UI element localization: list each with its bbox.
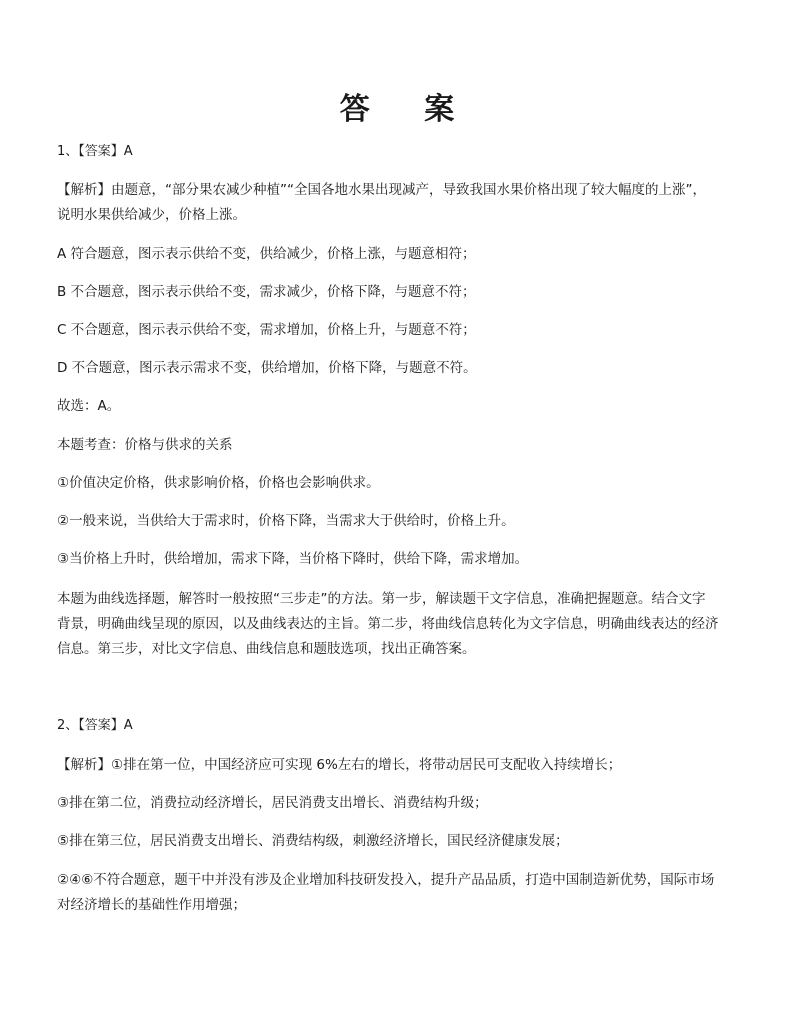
- q2-answer-header: 2、【答案】A: [57, 718, 133, 733]
- q1-option-c: C 不合题意，图示表示供给不变，需求增加，价格上升，与题意不符；: [57, 322, 476, 338]
- q2-analysis-line-2: ③排在第二位，消费拉动经济增长，居民消费支出增长、消费结构升级；: [57, 795, 488, 811]
- q2-analysis-line-4: ②④⑥不符合题意，题干中并没有涉及企业增加科技研发投入，提升产品品质，打造中国制造新优势，国际市场: [57, 872, 715, 888]
- q1-method-line-2: 背景，明确曲线呈现的原因，以及曲线表达的主旨。第二步，将曲线信息转化为文字信息，明确曲线表达的经济: [57, 616, 719, 632]
- q1-option-a: A 符合题意，图示表示供给不变，供给减少，价格上涨，与题意相符；: [57, 246, 476, 262]
- q1-point-1: ①价值决定价格，供求影响价格，价格也会影响供求。: [57, 475, 380, 491]
- q1-analysis: 【解析】由题意，“部分果农减少种植”“全国各地水果出现减产，导致我国水果价格出现了较大幅度的上涨”，: [57, 182, 706, 198]
- q1-answer-header: 1、【答案】A: [57, 144, 133, 159]
- q1-topic: 本题考查：价格与供求的关系: [57, 437, 233, 453]
- q2-analysis-line-3: ⑤排在第三位，居民消费支出增长、消费结构级，刺激经济增长，国民经济健康发展；: [57, 833, 569, 849]
- q2-analysis-line-1: 【解析】①排在第一位，中国经济应可实现 6%左右的增长，将带动居民可支配收入持续增长；: [57, 757, 622, 773]
- q1-analysis-cont: 说明水果供给减少，价格上涨。: [57, 207, 246, 223]
- page-title: 答 案: [339, 92, 477, 127]
- q1-choice: 故选：A。: [57, 398, 121, 414]
- q1-method-line-1: 本题为曲线选择题，解答时一般按照“三步走”的方法。第一步，解读题干文字信息，准确把握题意。结合文字: [57, 591, 706, 607]
- q1-option-b: B 不合题意，图示表示供给不变，需求减少，价格下降，与题意不符；: [57, 284, 476, 300]
- q1-point-3: ③当价格上升时，供给增加，需求下降，当价格下降时，供给下降，需求增加。: [57, 551, 529, 567]
- q1-option-d: D 不合题意，图示表示需求不变，供给增加，价格下降，与题意不符。: [57, 360, 477, 376]
- q1-method-line-3: 信息。第三步，对比文字信息、曲线信息和题肢选项，找出正确答案。: [57, 641, 476, 657]
- q2-analysis-line-5: 对经济增长的基础性作用增强；: [57, 897, 246, 913]
- q1-point-2: ②一般来说，当供给大于需求时，价格下降，当需求大于供给时，价格上升。: [57, 513, 515, 529]
